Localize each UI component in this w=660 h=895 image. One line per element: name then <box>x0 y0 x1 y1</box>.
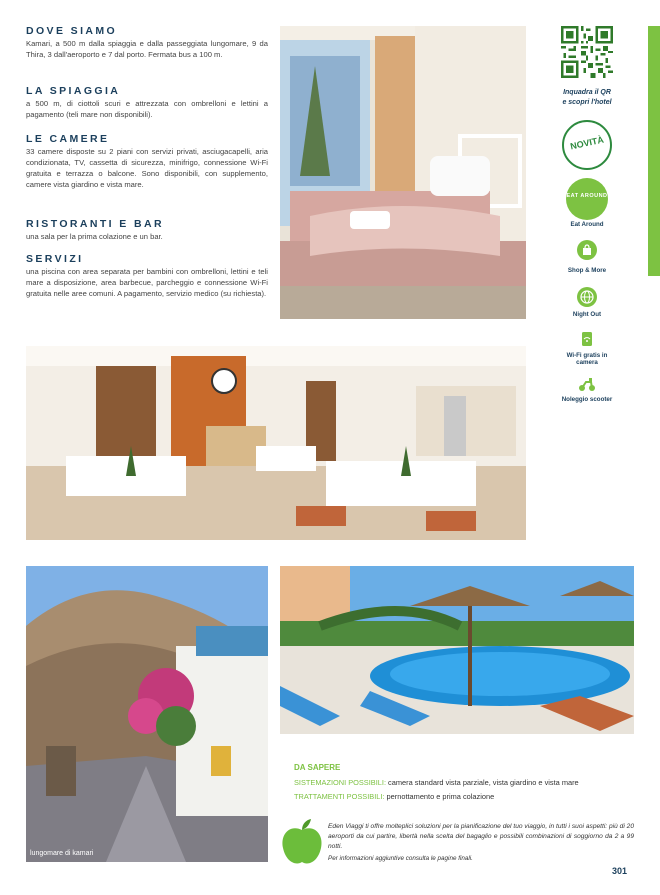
accent-bar <box>648 26 660 276</box>
qr-code[interactable] <box>560 26 614 78</box>
novita-badge <box>562 120 612 170</box>
section-title: LE CAMERE <box>26 133 110 145</box>
scooter-icon <box>577 375 597 393</box>
service-label-eat-around: Eat Around <box>570 221 604 228</box>
board-line <box>294 792 494 801</box>
section-text: a 500 m, di ciottoli scuri e attrezzata con ombrelloni e lettini a pagamento (teli mare non disponibili). <box>26 99 268 119</box>
breakfast-room-photo <box>26 346 526 540</box>
section-text: Kamari, a 500 m dalla spiaggia e dalla passeggiata lungomare, 9 da Thira, 3 dall'aeroporto e 7 dal porto. Fermata bus a 100 m. <box>26 39 268 59</box>
service-label-night-out: Night Out <box>572 311 602 318</box>
section-title: RISTORANTI E BAR <box>26 218 164 230</box>
qr-caption-line1: Inquadra il QR <box>563 89 611 96</box>
section-title: LA SPIAGGIA <box>26 85 121 97</box>
info-heading: DA SAPERE <box>294 763 341 772</box>
section-title: DOVE SIAMO <box>26 25 118 37</box>
photo-caption: lungomare di kamari <box>30 850 94 857</box>
section-text: 33 camere disposte su 2 piani con servizi privati, asciugacapelli, aria condizionata, TV, cassetta di sicurezza, minifrigo, connessione Wi-Fi gratuita e terrazza o balcone. Sono disponibili, con supplemento, camere vista giardino e vista mare. <box>26 147 268 189</box>
page-number: 301 <box>612 866 628 876</box>
service-label-wifi: Wi-Fi gratis in camera <box>566 352 608 366</box>
section-text: una piscina con area separata per bambini con ombrelloni, lettini e teli mare a disposizione, area barbecue, parcheggio e connessione Wi-Fi gratuita nelle aree comuni. A pagamento, servizio medico (su richiesta). <box>26 267 268 298</box>
eden-apple-logo <box>280 818 324 866</box>
service-label-shop: Shop & More <box>567 267 607 274</box>
footer-more: Per informazioni aggiuntive consulta le pagine finali. <box>328 855 473 862</box>
section-text: una sala per la prima colazione e un bar. <box>26 232 163 241</box>
eat-around-badge <box>566 178 608 220</box>
qr-caption <box>552 88 622 108</box>
novita-label: NOVITÀ <box>569 134 605 152</box>
shopping-bag-icon <box>577 240 597 260</box>
bedroom-photo <box>280 26 526 319</box>
board-label: TRATTAMENTI POSSIBILI: <box>294 792 385 801</box>
promenade-photo <box>26 566 268 862</box>
globe-icon <box>577 287 597 307</box>
board-value: pernottamento e prima colazione <box>384 792 495 801</box>
rooms-label: SISTEMAZIONI POSSIBILI: <box>294 778 386 787</box>
section-title: SERVIZI <box>26 253 84 265</box>
wifi-icon <box>579 330 595 348</box>
service-label-scooter: Noleggio scooter <box>561 396 613 403</box>
footer-text: Eden Viaggi ti offre molteplici soluzioni per la pianificazione del tuo viaggio, in tutti i suoi aspetti: più di 20 aeroporti da cui partire, libertà nella scelta del bagaglio e possibili combinazioni di soggiorno da 2 a 99 notti. <box>328 823 634 850</box>
eat-around-badge-label: EAT AROUND <box>566 193 608 199</box>
pool-photo <box>280 566 634 734</box>
qr-caption-line2: e scopri l'hotel <box>562 99 612 106</box>
rooms-value: camera standard vista parziale, vista giardino e vista mare <box>386 778 579 787</box>
rooms-line <box>294 778 579 787</box>
